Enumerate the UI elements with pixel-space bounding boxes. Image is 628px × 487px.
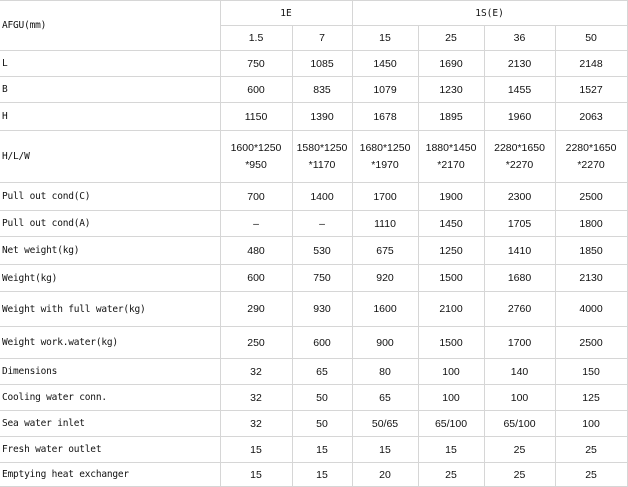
table-cell: 1390 <box>292 103 352 131</box>
table-cell: 140 <box>484 359 555 385</box>
table-cell: 1960 <box>484 103 555 131</box>
table-cell: 920 <box>352 265 418 292</box>
table-cell: 1079 <box>352 77 418 103</box>
row-label: H <box>0 103 220 131</box>
table-cell: 25 <box>484 463 555 487</box>
table-cell <box>352 131 418 183</box>
table-cell: 1450 <box>418 211 484 237</box>
table-cell: 2500 <box>555 183 627 211</box>
table-cell: 100 <box>418 359 484 385</box>
table-cell: 100 <box>555 411 627 437</box>
table-cell: 1150 <box>220 103 292 131</box>
table-cell: 700 <box>220 183 292 211</box>
table-row <box>0 131 627 183</box>
table-row <box>0 183 627 211</box>
table-cell <box>555 131 627 183</box>
row-label: H/L/W <box>0 131 220 183</box>
table-cell: 290 <box>220 292 292 327</box>
model-group-header: 1E <box>220 1 352 26</box>
cell-line: *950 <box>245 158 267 171</box>
header-row-groups <box>0 1 627 26</box>
table-cell <box>418 131 484 183</box>
table-cell: 80 <box>352 359 418 385</box>
row-label: Weight(kg) <box>0 265 220 292</box>
table-row <box>0 211 627 237</box>
table-cell: 750 <box>292 265 352 292</box>
row-label: Weight work.water(kg) <box>0 327 220 359</box>
table-cell: 900 <box>352 327 418 359</box>
table-title: AFGU(mm) <box>0 1 220 51</box>
row-label: Dimensions <box>0 359 220 385</box>
table-cell: 25 <box>418 463 484 487</box>
table-cell: 50/65 <box>352 411 418 437</box>
table-cell: 65/100 <box>484 411 555 437</box>
cell-line: 2280*1650 <box>565 141 617 154</box>
table-row <box>0 51 627 77</box>
table-cell: 15 <box>418 437 484 463</box>
table-cell: 2300 <box>484 183 555 211</box>
table-cell: 1600 <box>352 292 418 327</box>
table-cell: 2500 <box>555 327 627 359</box>
table-row <box>0 411 627 437</box>
table-cell: 675 <box>352 237 418 265</box>
row-label: Cooling water conn. <box>0 385 220 411</box>
table-cell: 15 <box>292 437 352 463</box>
table-cell: 25 <box>484 437 555 463</box>
table-cell: 25 <box>555 463 627 487</box>
row-label: Net weight(kg) <box>0 237 220 265</box>
cell-line: *2270 <box>505 158 534 171</box>
table-cell: 750 <box>220 51 292 77</box>
table-cell: 600 <box>220 265 292 292</box>
row-label: Sea water inlet <box>0 411 220 437</box>
table-row <box>0 327 627 359</box>
table-cell: 2130 <box>555 265 627 292</box>
table-cell: 100 <box>484 385 555 411</box>
model-size-header: 50 <box>555 26 627 51</box>
row-label: Pull out cond(C) <box>0 183 220 211</box>
table-cell: 15 <box>220 463 292 487</box>
table-cell: 1680 <box>484 265 555 292</box>
table-row <box>0 463 627 487</box>
model-size-header: 15 <box>352 26 418 51</box>
table-row <box>0 359 627 385</box>
row-label: L <box>0 51 220 77</box>
table-cell: 835 <box>292 77 352 103</box>
table-cell: 32 <box>220 411 292 437</box>
table-cell <box>292 131 352 183</box>
cell-line: 2280*1650 <box>494 141 545 154</box>
table-cell: 1850 <box>555 237 627 265</box>
table-cell: 530 <box>292 237 352 265</box>
table-cell: 1450 <box>352 51 418 77</box>
table-cell: 50 <box>292 385 352 411</box>
table-cell: 600 <box>220 77 292 103</box>
table-cell: 15 <box>292 463 352 487</box>
table-cell: 1250 <box>418 237 484 265</box>
table-cell: 100 <box>418 385 484 411</box>
row-label: Weight with full water(kg) <box>0 292 220 327</box>
table-row <box>0 237 627 265</box>
table-cell: 930 <box>292 292 352 327</box>
table-row <box>0 77 627 103</box>
table-cell: 1900 <box>418 183 484 211</box>
model-size-header: 1.5 <box>220 26 292 51</box>
table-cell: 1455 <box>484 77 555 103</box>
cell-line: *2170 <box>437 158 465 171</box>
table-cell: 4000 <box>555 292 627 327</box>
table-cell <box>220 131 292 183</box>
model-group-header: 1S(E) <box>352 1 627 26</box>
model-size-header: 7 <box>292 26 352 51</box>
table-cell: 32 <box>220 385 292 411</box>
table-cell: 250 <box>220 327 292 359</box>
table-cell: 2100 <box>418 292 484 327</box>
cell-line: 1580*1250 <box>296 141 348 154</box>
table-cell: 1230 <box>418 77 484 103</box>
row-label: B <box>0 77 220 103</box>
table-cell: 25 <box>555 437 627 463</box>
table-cell: 2148 <box>555 51 627 77</box>
table-cell: 50 <box>292 411 352 437</box>
table-cell: 1500 <box>418 265 484 292</box>
table-cell: 600 <box>292 327 352 359</box>
table-cell: 1705 <box>484 211 555 237</box>
table-row <box>0 292 627 327</box>
table-cell: 15 <box>220 437 292 463</box>
table-cell: 1110 <box>352 211 418 237</box>
table-cell: 1527 <box>555 77 627 103</box>
table-cell: 480 <box>220 237 292 265</box>
table-cell: 1400 <box>292 183 352 211</box>
cell-line: 1880*1450 <box>425 141 477 154</box>
table-cell: – <box>220 211 292 237</box>
cell-line: *1970 <box>371 158 399 171</box>
model-size-header: 36 <box>484 26 555 51</box>
cell-line: *1170 <box>308 158 336 171</box>
model-size-header: 25 <box>418 26 484 51</box>
table-cell: 1895 <box>418 103 484 131</box>
table-row <box>0 265 627 292</box>
table-cell: 20 <box>352 463 418 487</box>
row-label: Fresh water outlet <box>0 437 220 463</box>
row-label: Emptying heat exchanger <box>0 463 220 487</box>
table-cell: 125 <box>555 385 627 411</box>
cell-line: 1600*1250 <box>230 141 282 154</box>
table-cell: 1800 <box>555 211 627 237</box>
table-cell: 2760 <box>484 292 555 327</box>
table-cell: 2063 <box>555 103 627 131</box>
table-cell: 1700 <box>484 327 555 359</box>
table-cell: 65 <box>352 385 418 411</box>
table-cell: 1700 <box>352 183 418 211</box>
table-cell: 65/100 <box>418 411 484 437</box>
table-cell <box>484 131 555 183</box>
table-row <box>0 103 627 131</box>
cell-line: *2270 <box>577 158 605 171</box>
table-cell: 1410 <box>484 237 555 265</box>
table-cell: 1085 <box>292 51 352 77</box>
table-cell: 15 <box>352 437 418 463</box>
table-cell: 150 <box>555 359 627 385</box>
table-cell: 1690 <box>418 51 484 77</box>
table-cell: 2130 <box>484 51 555 77</box>
table-cell: 65 <box>292 359 352 385</box>
row-label: Pull out cond(A) <box>0 211 220 237</box>
table-cell: 32 <box>220 359 292 385</box>
table-cell: – <box>292 211 352 237</box>
table-cell: 1500 <box>418 327 484 359</box>
cell-line: 1680*1250 <box>359 141 411 154</box>
table-row <box>0 385 627 411</box>
table-row <box>0 437 627 463</box>
specification-table-body <box>0 1 627 487</box>
table-cell: 1678 <box>352 103 418 131</box>
